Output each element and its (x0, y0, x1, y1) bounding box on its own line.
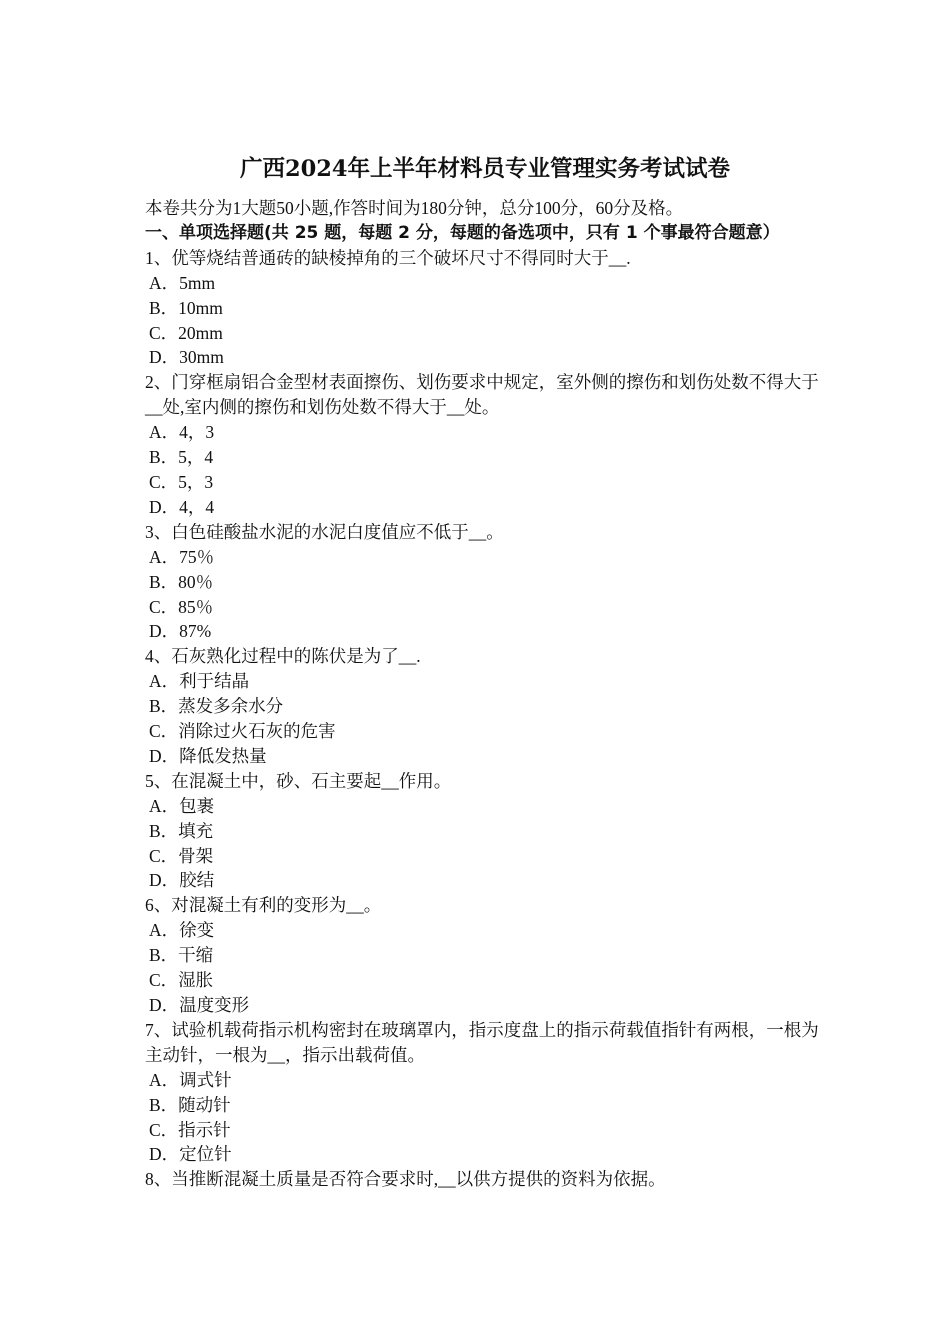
document-body (145, 152, 825, 1192)
option-b: B．5，4 (149, 447, 214, 468)
question-3 (145, 520, 825, 645)
question-4 (145, 644, 825, 769)
option-c: C．20mm (149, 322, 223, 343)
option-a: A．4，3 (149, 422, 215, 443)
option-d: D．87% (149, 621, 212, 642)
option-d: D．降低发热量 (149, 745, 267, 766)
option-d: D．胶结 (149, 870, 215, 891)
option-c: C．骨架 (149, 845, 214, 866)
question-stem: 3、白色硅酸盐水泥的水泥白度值应不低于__。 (145, 521, 504, 542)
option-a: A．徐变 (149, 920, 215, 941)
option-c: C．湿胀 (149, 970, 214, 991)
exam-intro: 本卷共分为1大题50小题,作答时间为180分钟，总分100分，60分及格。 (145, 198, 684, 218)
option-d: D．定位针 (149, 1144, 232, 1165)
option-b: B．80％ (149, 571, 214, 592)
option-b: B．随动针 (149, 1094, 231, 1115)
option-a: A．调式针 (149, 1069, 232, 1090)
option-a: A．包裹 (149, 795, 215, 816)
question-stem: 1、优等烧结普通砖的缺棱掉角的三个破坏尺寸不得同时大于__. (145, 247, 631, 268)
question-2 (145, 370, 825, 519)
option-a: A．利于结晶 (149, 671, 250, 692)
option-c: C．85％ (149, 596, 214, 617)
question-stem: 2、门穿框扇铝合金型材表面擦伤、划伤要求中规定，室外侧的擦伤和划伤处数不得大于__处,室内侧的擦伤和划伤处数不得大于__处。 (145, 372, 819, 418)
question-stem: 5、在混凝土中，砂、石主要起__作用。 (145, 770, 452, 791)
option-b: B．干缩 (149, 945, 214, 966)
option-c: C．5，3 (149, 471, 214, 492)
option-c: C．消除过火石灰的危害 (149, 721, 336, 742)
question-stem: 6、对混凝土有利的变形为__。 (145, 895, 382, 916)
question-list (145, 246, 825, 1192)
question-8 (145, 1167, 825, 1192)
question-stem: 4、石灰熟化过程中的陈伏是为了__. (145, 646, 421, 667)
option-c: C．指示针 (149, 1119, 231, 1140)
question-5 (145, 769, 825, 894)
question-stem: 8、当推断混凝土质量是否符合要求时,__以供方提供的资料为依据。 (145, 1169, 666, 1190)
question-6 (145, 893, 825, 1018)
option-d: D．30mm (149, 347, 224, 368)
option-d: D．4，4 (149, 496, 215, 517)
option-a: A．75％ (149, 546, 215, 567)
question-7 (145, 1018, 825, 1167)
question-1 (145, 246, 825, 371)
option-b: B．10mm (149, 297, 223, 318)
option-b: B．蒸发多余水分 (149, 696, 284, 717)
question-stem: 7、试验机载荷指示机构密封在玻璃罩内，指示度盘上的指示荷载值指针有两根，一根为主动针，一根为__，指示出载荷值。 (145, 1019, 819, 1065)
section-heading: 一、单项选择题(共 25 题，每题 2 分，每题的备选项中，只有 1 个事最符合题意） (145, 222, 780, 243)
option-d: D．温度变形 (149, 995, 250, 1015)
option-a: A．5mm (149, 272, 216, 293)
document-title: 广西2024年上半年材料员专业管理实务考试试卷 (239, 156, 731, 182)
option-b: B．填充 (149, 820, 214, 841)
